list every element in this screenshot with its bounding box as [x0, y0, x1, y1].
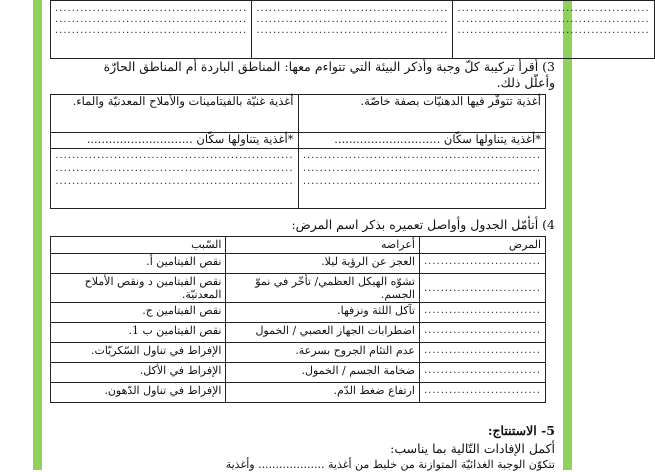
dotted-line: ..............................................	[55, 3, 248, 14]
table-row	[51, 274, 546, 303]
top-table-cell-2	[252, 1, 453, 59]
disease-blank: ............................	[419, 303, 545, 323]
symptom-cell: تشوّه الهيكل العظمي/ تأخّر في نموّ الجسم.	[226, 274, 420, 303]
question-4-title: 4) أتأمّل الجدول وأواصل تعميره بذكر اسم المرض:	[291, 217, 555, 232]
left-border-bar	[33, 0, 42, 470]
dotted-line: ..............................................	[457, 3, 650, 14]
right-border-bar	[563, 0, 572, 470]
q3-answer-right	[298, 149, 546, 209]
dotted-line: .........................................................	[55, 176, 294, 187]
dotted-line: .........................................................	[302, 163, 541, 174]
conclusion-title: 5- الاستنتاج:	[487, 423, 555, 438]
disease-blank: ............................	[419, 383, 545, 403]
header-symptoms: أعراضه	[226, 237, 420, 254]
dotted-line: ..............................................	[457, 14, 650, 25]
cause-cell: نقص الفيتامين أ.	[51, 254, 226, 274]
table-row	[51, 383, 546, 403]
symptom-cell: ضخامة الجسم / الخمول.	[226, 363, 420, 383]
question-3-title: 3) أقرأ تركيبة كلّ وجبة وأذكر البيئة التي تتواءم معها: المناطق الباردة أم المناطق الحارّة	[103, 59, 555, 74]
table-row	[51, 343, 546, 363]
disease-blank: ............................	[419, 254, 545, 274]
disease-blank: ............................	[419, 343, 545, 363]
disease-blank: ............................	[419, 274, 545, 303]
cause-cell: نقص الفيتامين ب 1.	[51, 323, 226, 343]
cause-cell: الإفراط في تناول الدّهون.	[51, 383, 226, 403]
conclusion-instruction: أكمل الإفادات التّالية بما يناسب:	[390, 441, 555, 456]
table-row	[51, 363, 546, 383]
symptom-cell: العجز عن الرؤية ليلا.	[226, 254, 420, 274]
q3-meal-vitamins: أغذية غنيّة بالفيتامينات والأملاح المعدنيّة والماء.	[51, 95, 299, 133]
question-3-table	[50, 94, 546, 209]
cause-cell: نقص الفيتامين ج.	[51, 303, 226, 323]
diseases-table	[50, 236, 546, 403]
dotted-line: ..............................................	[55, 14, 248, 25]
disease-blank: ............................	[419, 363, 545, 383]
q3-meal-fats: أغذية تتوفّر فيها الدهنيّات بصفة خاصّة.	[298, 95, 546, 133]
dotted-line: ..............................................	[256, 14, 449, 25]
dotted-line: ..............................................	[256, 25, 449, 36]
dotted-line: .........................................................	[302, 176, 541, 187]
symptom-cell: عدم التئام الجروح بسرعة.	[226, 343, 420, 363]
question-3-title-cont: وأعلّل ذلك.	[496, 75, 555, 90]
q3-eaten-by-right: *أغذية يتناولها سكّان .............................	[298, 133, 546, 149]
top-table-cell-3	[51, 1, 252, 59]
table-row	[51, 254, 546, 274]
top-answer-table	[50, 0, 655, 59]
dotted-line: ..............................................	[457, 25, 650, 36]
symptom-cell: ارتفاع ضغط الدّم.	[226, 383, 420, 403]
header-disease: المرض	[419, 237, 545, 254]
symptom-cell: اضطرابات الجهاز العصبي / الخمول	[226, 323, 420, 343]
worksheet-page	[42, 0, 650, 471]
conclusion-statement: تتكوّن الوجبة الغذائيّة المتوازنة من خليط من أغذية ................... وأغذية	[225, 458, 555, 471]
dotted-line: ..............................................	[256, 3, 449, 14]
q3-eaten-by-left: *أغذية يتناولها سكّان .............................	[51, 133, 299, 149]
cause-cell: نقص الفيتامين د ونقص الأملاح المعدنيّة.	[51, 274, 226, 303]
cause-cell: الإفراط في الأكل.	[51, 363, 226, 383]
dotted-line: .........................................................	[55, 163, 294, 174]
dotted-line: .........................................................	[302, 150, 541, 161]
dotted-line: ..............................................	[55, 25, 248, 36]
q3-answer-left	[51, 149, 299, 209]
cause-cell: الإفراط في تناول السّكريّات.	[51, 343, 226, 363]
symptom-cell: تآكل اللثة ونزفها.	[226, 303, 420, 323]
table-row	[51, 303, 546, 323]
dotted-line: .........................................................	[55, 150, 294, 161]
disease-blank: ............................	[419, 323, 545, 343]
table-row	[51, 323, 546, 343]
top-table-cell-1	[453, 1, 654, 59]
header-cause: السّبب	[51, 237, 226, 254]
